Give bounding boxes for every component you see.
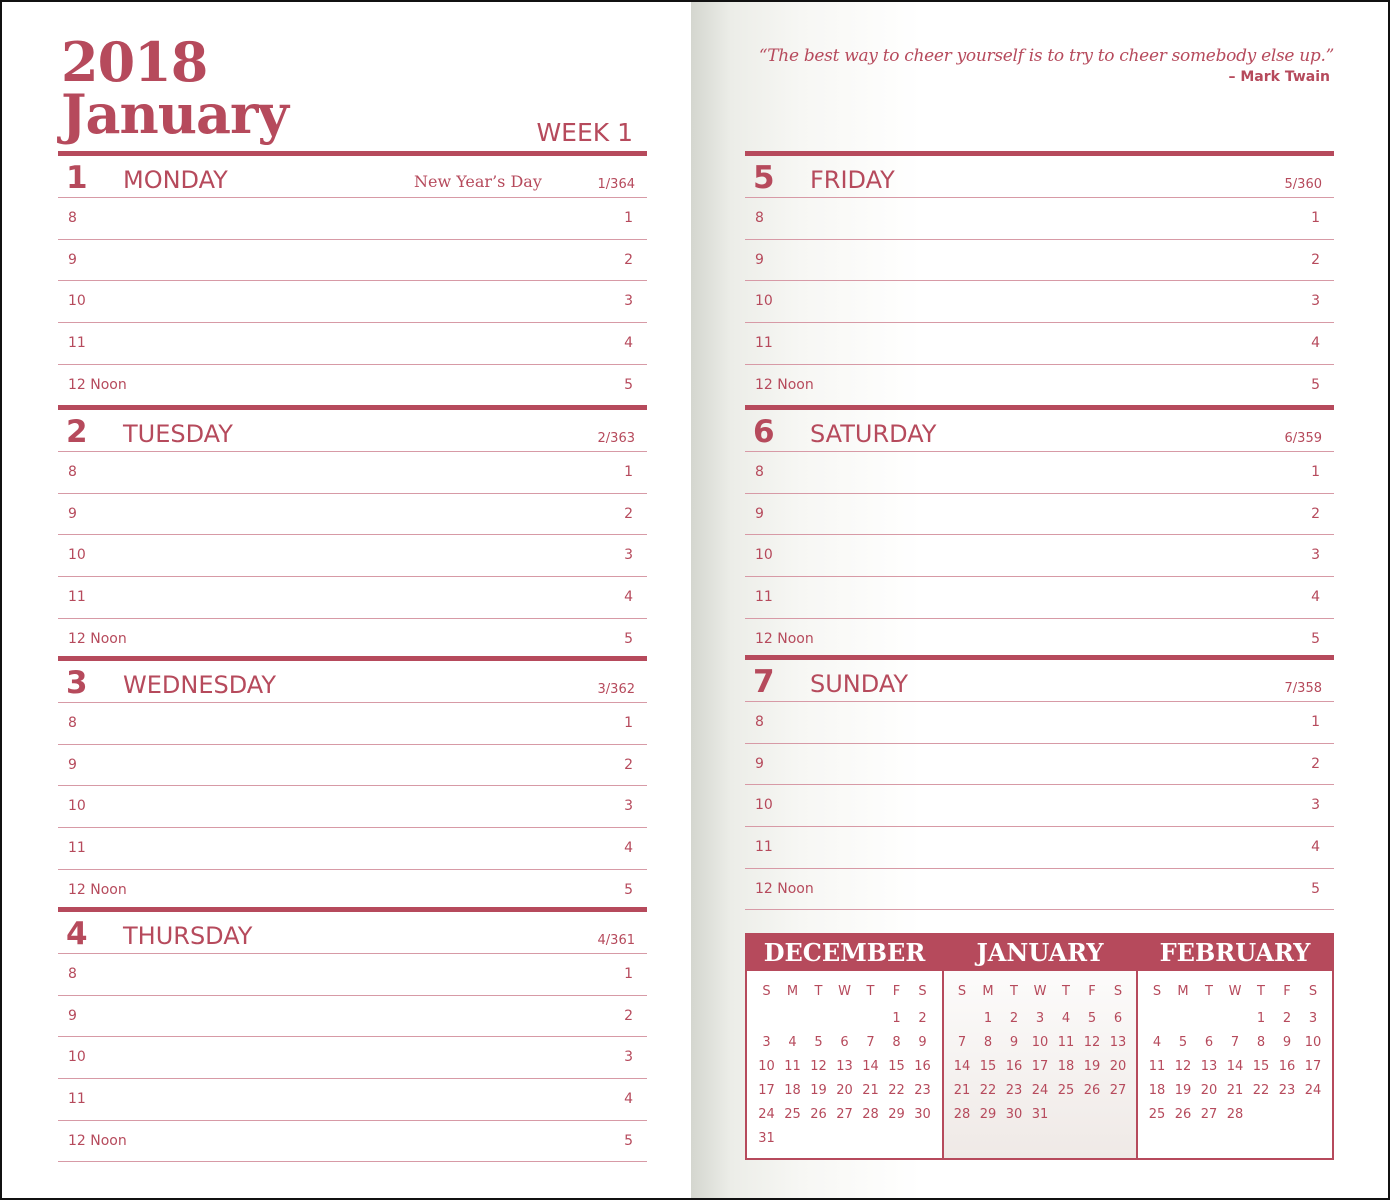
weekday-header [747,983,942,1001]
date-cell: 23 [1278,1083,1296,1098]
date-cell: 18 [1148,1083,1166,1098]
day-name: THURSDAY [123,922,253,950]
date-cell: 17 [1031,1059,1049,1074]
date-grid [1138,1007,1332,1127]
hour-label-morning: 9 [68,1007,77,1024]
hour-row[interactable] [58,535,647,577]
hour-label-morning: 9 [68,251,77,268]
weekday-label: S [1308,984,1318,999]
weekday-label: T [1257,984,1265,999]
date-cell [1053,1103,1079,1127]
date-cell: 13 [836,1059,853,1074]
hour-label-morning: 10 [68,798,86,815]
hour-row[interactable] [745,827,1334,869]
hour-row[interactable] [745,198,1334,240]
day-section [58,907,647,1162]
weekday-label: T [1062,984,1070,999]
date-cell [1222,1007,1248,1031]
hour-label-afternoon: 5 [624,881,633,898]
date-cell: 11 [1148,1059,1166,1074]
date-cell: 15 [1252,1059,1270,1074]
day-count: 6/359 [1284,431,1322,446]
hour-row[interactable] [58,452,647,494]
quote-text: “The best way to cheer yourself is to try to cheer somebody else up.” [758,46,1334,66]
date-cell: 10 [1031,1035,1049,1050]
hour-label-morning: 9 [68,756,77,773]
weekday-label: M [786,984,799,999]
hour-label-afternoon: 5 [1311,376,1320,393]
date-cell: 17 [758,1083,775,1098]
hour-label-morning: 9 [755,505,764,522]
day-name: SUNDAY [810,670,909,698]
hour-label-afternoon: 2 [1311,755,1320,772]
date-cell [1144,1007,1170,1031]
hour-row[interactable] [58,745,647,787]
weekday-label: W [1033,984,1047,999]
date-cell: 19 [810,1083,827,1098]
weekday-label: M [982,984,994,999]
hour-label-afternoon: 1 [624,210,633,226]
hour-label-afternoon: 3 [624,547,633,564]
hour-label-afternoon: 1 [624,715,633,731]
date-cell: 5 [814,1035,823,1050]
hour-label-afternoon: 4 [624,1091,633,1108]
hour-row[interactable] [745,535,1334,577]
date-cell: 15 [979,1059,997,1074]
date-cell [806,1127,832,1151]
hour-row[interactable] [58,281,647,323]
date-grid [747,1007,942,1151]
date-cell [1105,1103,1131,1127]
hour-label-morning: 12 Noon [755,376,814,393]
day-count: 3/362 [597,682,635,697]
hour-label-morning: 12 Noon [755,630,814,647]
date-cell: 31 [1031,1107,1049,1122]
date-cell: 4 [1061,1011,1071,1026]
date-cell: 5 [1178,1035,1188,1050]
weekday-label: W [838,984,851,999]
date-cell: 24 [1031,1083,1049,1098]
date-cell: 8 [983,1035,993,1050]
mini-calendar [747,935,942,1158]
date-cell: 3 [1035,1011,1045,1026]
hour-row[interactable] [58,240,647,282]
hour-label-morning: 10 [68,293,86,310]
date-cell: 20 [1109,1059,1127,1074]
date-cell: 21 [862,1083,879,1098]
date-cell: 29 [888,1107,905,1122]
date-cell: 13 [1109,1035,1127,1050]
date-cell: 16 [1005,1059,1023,1074]
date-cell: 27 [1109,1083,1127,1098]
hour-label-afternoon: 1 [1311,714,1320,730]
hour-label-afternoon: 4 [624,840,633,857]
hour-label-morning: 11 [68,335,86,352]
day-count: 2/363 [597,431,635,446]
hour-label-morning: 8 [68,715,77,731]
hour-row[interactable] [58,1037,647,1079]
hour-label-morning: 11 [68,589,86,606]
hour-label-afternoon: 1 [1311,210,1320,226]
hour-label-afternoon: 2 [624,251,633,268]
date-cell [806,1007,832,1031]
date-cell: 30 [1005,1107,1023,1122]
date-cell: 11 [784,1059,801,1074]
hour-label-morning: 11 [68,840,86,857]
mini-calendar [942,935,1138,1158]
date-cell: 29 [979,1107,997,1122]
hour-label-afternoon: 3 [624,798,633,815]
date-cell: 22 [1252,1083,1270,1098]
date-cell: 2 [1009,1011,1019,1026]
date-cell: 14 [953,1059,971,1074]
date-cell: 3 [762,1035,771,1050]
date-cell: 10 [1304,1035,1322,1050]
hour-label-morning: 12 Noon [755,880,814,897]
hour-label-afternoon: 2 [1311,251,1320,268]
date-cell: 28 [1226,1107,1244,1122]
mini-calendars [745,933,1334,1160]
date-cell [754,1007,780,1031]
date-cell: 14 [862,1059,879,1074]
day-count: 1/364 [597,177,635,192]
weekday-label: S [1113,984,1123,999]
date-cell: 7 [866,1035,875,1050]
date-cell: 19 [1083,1059,1101,1074]
hour-label-morning: 9 [755,755,764,772]
day-name: WEDNESDAY [123,671,276,699]
hour-label-morning: 8 [68,464,77,480]
date-cell: 9 [1009,1035,1019,1050]
hour-label-morning: 9 [68,505,77,522]
day-count: 7/358 [1284,681,1322,696]
hour-label-morning: 12 Noon [68,630,127,647]
date-cell: 21 [1226,1083,1244,1098]
day-name: SATURDAY [810,420,937,448]
hour-row[interactable] [745,452,1334,494]
hour-label-afternoon: 4 [1311,335,1320,352]
date-cell: 1 [1256,1011,1266,1026]
holiday-label: New Year’s Day [414,172,542,191]
hour-label-morning: 12 Noon [68,881,127,898]
date-cell: 1 [983,1011,993,1026]
hour-label-morning: 11 [755,839,773,856]
hour-label-morning: 12 Noon [68,1132,127,1149]
date-cell: 6 [840,1035,849,1050]
date-cell [1170,1007,1196,1031]
day-header [745,405,1334,452]
date-cell [832,1007,858,1031]
hour-label-afternoon: 3 [1311,293,1320,310]
date-cell [1248,1103,1274,1127]
date-cell [1196,1007,1222,1031]
day-section [745,405,1334,660]
hour-row[interactable] [745,702,1334,744]
hour-label-afternoon: 5 [624,376,633,393]
date-cell: 8 [892,1035,901,1050]
hour-row[interactable] [58,577,647,619]
date-cell [1274,1103,1300,1127]
date-cell: 1 [892,1011,901,1026]
date-cell [858,1007,884,1031]
hour-label-morning: 8 [755,464,764,480]
weekday-label: T [814,984,823,999]
day-header [58,907,647,954]
date-cell: 16 [914,1059,931,1074]
hour-label-afternoon: 4 [1311,839,1320,856]
day-header [58,656,647,703]
weekday-label: S [762,984,771,999]
date-cell: 28 [953,1107,971,1122]
hour-row[interactable] [58,365,647,407]
weekday-label: W [1228,984,1242,999]
weekday-header [1138,983,1332,1001]
hour-label-afternoon: 2 [624,756,633,773]
day-header [745,151,1334,198]
date-cell [780,1007,806,1031]
date-cell: 16 [1278,1059,1296,1074]
year-heading: 2018 [61,30,208,94]
hour-row[interactable] [745,323,1334,365]
weekday-label: M [1177,984,1189,999]
date-cell [780,1127,806,1151]
date-cell: 23 [1005,1083,1023,1098]
weekday-label: T [866,984,875,999]
hour-label-morning: 10 [68,1049,86,1066]
hour-label-afternoon: 2 [1311,505,1320,522]
date-cell: 2 [918,1011,927,1026]
date-cell: 25 [1148,1107,1166,1122]
day-number: 5 [753,160,775,196]
hour-label-afternoon: 3 [624,1049,633,1066]
date-cell: 17 [1304,1059,1322,1074]
hour-row[interactable] [58,703,647,745]
hour-label-afternoon: 4 [624,335,633,352]
hour-row[interactable] [58,619,647,661]
date-cell: 12 [1083,1035,1101,1050]
date-cell: 14 [1226,1059,1244,1074]
weekday-label: T [1010,984,1018,999]
mini-calendar-title: FEBRUARY [1138,935,1332,971]
date-cell [910,1127,936,1151]
hour-row[interactable] [745,240,1334,282]
date-cell: 4 [1152,1035,1162,1050]
day-name: TUESDAY [123,420,233,448]
date-cell: 22 [888,1083,905,1098]
date-cell: 26 [1083,1083,1101,1098]
date-cell: 12 [810,1059,827,1074]
date-cell: 26 [1174,1107,1192,1122]
mini-calendar [1138,935,1332,1158]
day-number: 3 [66,665,88,701]
date-cell: 9 [1282,1035,1292,1050]
weekday-label: S [918,984,927,999]
hour-label-morning: 10 [755,797,773,814]
hour-label-morning: 8 [68,966,77,982]
date-cell: 19 [1174,1083,1192,1098]
date-cell: 27 [1200,1107,1218,1122]
date-cell [884,1127,910,1151]
day-header [58,405,647,452]
date-cell: 23 [914,1083,931,1098]
hour-row[interactable] [58,494,647,536]
day-number: 6 [753,414,775,450]
weekday-label: F [1088,984,1096,999]
hour-row[interactable] [58,1079,647,1121]
date-cell [1079,1103,1105,1127]
day-number: 1 [66,160,88,196]
weekday-label: S [957,984,967,999]
hour-row[interactable] [58,1121,647,1163]
date-cell: 31 [758,1131,775,1146]
date-cell: 13 [1200,1059,1218,1074]
weekday-label: F [892,984,901,999]
hour-label-morning: 11 [755,335,773,352]
date-cell: 20 [1200,1083,1218,1098]
day-section [58,151,647,406]
date-cell: 25 [1057,1083,1075,1098]
hour-label-afternoon: 5 [624,1132,633,1149]
mini-calendar-title: DECEMBER [747,935,942,971]
date-cell: 9 [918,1035,927,1050]
date-cell: 2 [1282,1011,1292,1026]
date-cell: 6 [1204,1035,1214,1050]
date-grid [944,1007,1136,1127]
hour-row[interactable] [745,577,1334,619]
hour-label-afternoon: 5 [1311,630,1320,647]
date-cell: 18 [1057,1059,1075,1074]
hour-row[interactable] [58,954,647,996]
hour-label-morning: 8 [755,210,764,226]
date-cell: 27 [836,1107,853,1122]
hour-label-morning: 9 [755,251,764,268]
date-cell: 28 [862,1107,879,1122]
hour-row[interactable] [58,786,647,828]
day-count: 4/361 [597,933,635,948]
hour-label-morning: 10 [755,547,773,564]
month-heading: January [61,82,288,146]
hour-label-afternoon: 2 [624,1007,633,1024]
date-cell: 21 [953,1083,971,1098]
date-cell: 8 [1256,1035,1266,1050]
hour-label-afternoon: 1 [624,966,633,982]
hour-row[interactable] [745,869,1334,911]
hour-label-morning: 10 [755,293,773,310]
week-label: WEEK 1 [536,118,633,147]
hour-label-afternoon: 3 [1311,547,1320,564]
hour-row[interactable] [58,323,647,365]
quote [759,44,1334,86]
hour-label-afternoon: 4 [1311,589,1320,606]
hour-label-afternoon: 5 [1311,880,1320,897]
hour-label-afternoon: 3 [624,293,633,310]
day-number: 4 [66,916,88,952]
date-cell: 5 [1087,1011,1097,1026]
date-cell: 26 [810,1107,827,1122]
hour-label-afternoon: 1 [624,464,633,480]
date-cell: 24 [1304,1083,1322,1098]
hour-label-afternoon: 2 [624,505,633,522]
hour-label-afternoon: 3 [1311,797,1320,814]
weekday-header [944,983,1136,1001]
day-number: 7 [753,664,775,700]
hour-row[interactable] [745,365,1334,407]
hour-row[interactable] [58,198,647,240]
hour-label-morning: 12 Noon [68,376,127,393]
date-cell: 7 [1230,1035,1240,1050]
date-cell [949,1007,975,1031]
date-cell: 7 [957,1035,967,1050]
date-cell [858,1127,884,1151]
hour-label-morning: 10 [68,547,86,564]
date-cell: 6 [1113,1011,1123,1026]
hour-row[interactable] [745,785,1334,827]
day-section [58,405,647,660]
date-cell: 30 [914,1107,931,1122]
hour-label-morning: 8 [68,210,77,226]
hour-label-afternoon: 1 [1311,464,1320,480]
date-cell: 10 [758,1059,775,1074]
date-cell: 18 [784,1083,801,1098]
weekday-label: S [1152,984,1162,999]
hour-row[interactable] [58,996,647,1038]
weekday-label: T [1205,984,1213,999]
hour-label-morning: 8 [755,714,764,730]
day-header [745,655,1334,702]
date-cell: 24 [758,1107,775,1122]
hour-row[interactable] [745,281,1334,323]
date-cell: 3 [1308,1011,1318,1026]
date-cell: 20 [836,1083,853,1098]
date-cell: 15 [888,1059,905,1074]
hour-row[interactable] [745,744,1334,786]
date-cell: 25 [784,1107,801,1122]
weekday-label: F [1283,984,1291,999]
day-count: 5/360 [1284,177,1322,192]
day-section [58,656,647,911]
date-cell: 4 [788,1035,797,1050]
hour-label-morning: 11 [755,589,773,606]
hour-row[interactable] [745,494,1334,536]
day-name: MONDAY [123,166,228,194]
hour-label-afternoon: 5 [624,630,633,647]
date-cell: 12 [1174,1059,1192,1074]
hour-label-morning: 11 [68,1091,86,1108]
day-name: FRIDAY [810,166,895,194]
date-cell [832,1127,858,1151]
quote-author: – Mark Twain [1228,69,1330,85]
day-number: 2 [66,414,88,450]
date-cell: 11 [1057,1035,1075,1050]
mini-calendar-title: JANUARY [944,935,1136,971]
date-cell: 22 [979,1083,997,1098]
date-cell [1300,1103,1326,1127]
day-section [745,655,1334,910]
hour-label-afternoon: 4 [624,589,633,606]
day-header [58,151,647,198]
hour-row[interactable] [58,828,647,870]
day-section [745,151,1334,406]
hour-row[interactable] [58,870,647,912]
